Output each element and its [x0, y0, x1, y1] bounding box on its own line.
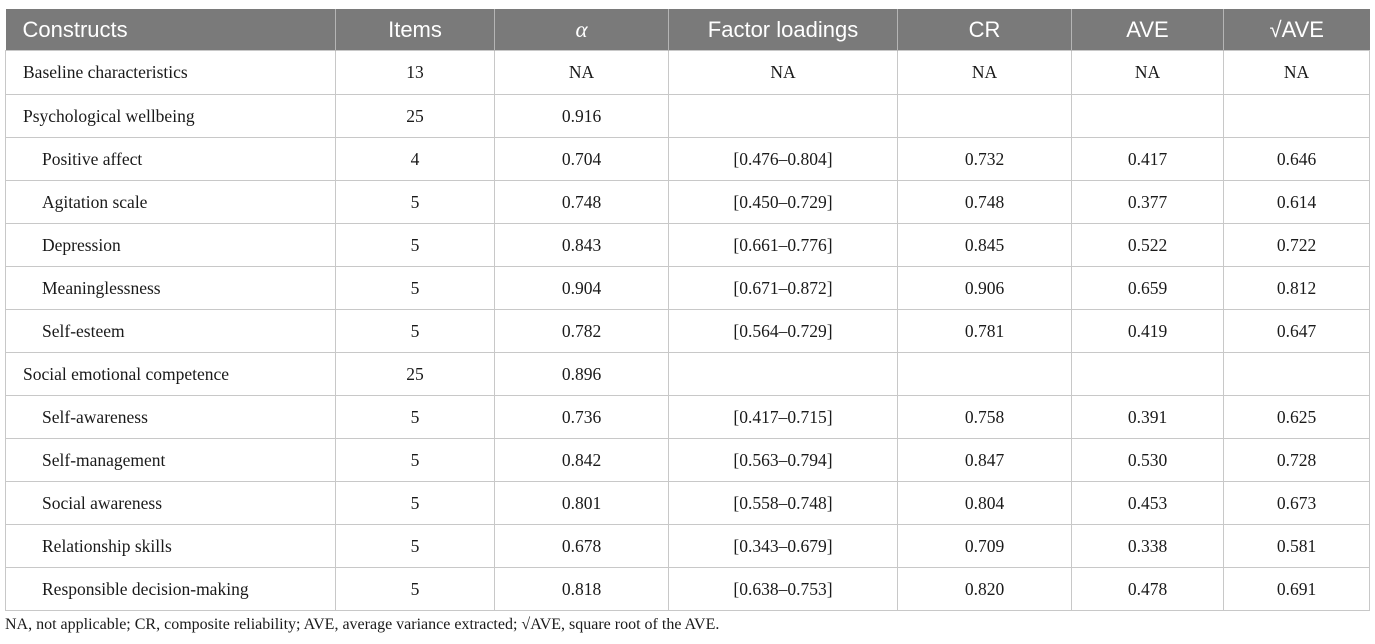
- cell-items: 25: [336, 353, 495, 396]
- cell-sqrt-ave: 0.691: [1224, 568, 1370, 611]
- cell-items: 13: [336, 51, 495, 95]
- table-row: [6, 396, 1370, 439]
- reliability-validity-table: [5, 9, 1370, 611]
- cell-factor-loadings: [669, 353, 898, 396]
- cell-construct: Baseline characteristics: [6, 51, 336, 95]
- header-ave: AVE: [1072, 9, 1224, 51]
- cell-alpha: 0.748: [495, 181, 669, 224]
- header-sqrt-ave: √AVE: [1224, 9, 1370, 51]
- cell-ave: 0.338: [1072, 525, 1224, 568]
- cell-sqrt-ave: 0.625: [1224, 396, 1370, 439]
- table-row: [6, 482, 1370, 525]
- cell-construct: Social awareness: [6, 482, 336, 525]
- table-row: [6, 267, 1370, 310]
- table-row: [6, 310, 1370, 353]
- cell-construct: Relationship skills: [6, 525, 336, 568]
- cell-construct: Social emotional competence: [6, 353, 336, 396]
- cell-cr: 0.906: [898, 267, 1072, 310]
- cell-items: 5: [336, 439, 495, 482]
- cell-ave: 0.377: [1072, 181, 1224, 224]
- cell-alpha: 0.916: [495, 95, 669, 138]
- table-footnote: NA, not applicable; CR, composite reliability; AVE, average variance extracted; √AVE, square root of the AVE.: [5, 616, 720, 633]
- cell-factor-loadings: [0.564–0.729]: [669, 310, 898, 353]
- cell-sqrt-ave: 0.646: [1224, 138, 1370, 181]
- table-row: [6, 138, 1370, 181]
- cell-alpha: 0.782: [495, 310, 669, 353]
- cell-factor-loadings: [0.417–0.715]: [669, 396, 898, 439]
- cell-cr: 0.758: [898, 396, 1072, 439]
- table-row: [6, 224, 1370, 267]
- cell-items: 5: [336, 267, 495, 310]
- cell-ave: 0.659: [1072, 267, 1224, 310]
- cell-alpha: 0.678: [495, 525, 669, 568]
- cell-cr: [898, 353, 1072, 396]
- cell-sqrt-ave: [1224, 95, 1370, 138]
- cell-items: 5: [336, 224, 495, 267]
- table-header-row: [6, 9, 1370, 51]
- cell-ave: 0.478: [1072, 568, 1224, 611]
- cell-sqrt-ave: 0.722: [1224, 224, 1370, 267]
- cell-ave: 0.417: [1072, 138, 1224, 181]
- cell-cr: 0.820: [898, 568, 1072, 611]
- cell-construct: Responsible decision-making: [6, 568, 336, 611]
- cell-construct: Depression: [6, 224, 336, 267]
- cell-alpha: 0.801: [495, 482, 669, 525]
- cell-factor-loadings: [0.661–0.776]: [669, 224, 898, 267]
- cell-cr: [898, 95, 1072, 138]
- cell-items: 5: [336, 568, 495, 611]
- table-row: [6, 568, 1370, 611]
- cell-ave: 0.419: [1072, 310, 1224, 353]
- cell-construct: Self-esteem: [6, 310, 336, 353]
- reliability-validity-table-container: [5, 9, 1369, 611]
- header-alpha: [495, 9, 669, 51]
- alpha-symbol: α: [575, 16, 588, 42]
- cell-alpha: 0.904: [495, 267, 669, 310]
- cell-construct: Psychological wellbeing: [6, 95, 336, 138]
- cell-alpha: NA: [495, 51, 669, 95]
- cell-items: 25: [336, 95, 495, 138]
- cell-sqrt-ave: 0.614: [1224, 181, 1370, 224]
- table-body: [6, 51, 1370, 611]
- cell-sqrt-ave: 0.581: [1224, 525, 1370, 568]
- cell-sqrt-ave: 0.647: [1224, 310, 1370, 353]
- cell-cr: 0.845: [898, 224, 1072, 267]
- table-row: [6, 181, 1370, 224]
- table-row: [6, 439, 1370, 482]
- cell-factor-loadings: [0.671–0.872]: [669, 267, 898, 310]
- cell-cr: 0.781: [898, 310, 1072, 353]
- cell-alpha: 0.842: [495, 439, 669, 482]
- cell-factor-loadings: [0.558–0.748]: [669, 482, 898, 525]
- cell-ave: [1072, 95, 1224, 138]
- cell-sqrt-ave: 0.812: [1224, 267, 1370, 310]
- cell-cr: 0.804: [898, 482, 1072, 525]
- header-items: Items: [336, 9, 495, 51]
- cell-items: 5: [336, 525, 495, 568]
- cell-construct: Agitation scale: [6, 181, 336, 224]
- cell-cr: NA: [898, 51, 1072, 95]
- cell-alpha: 0.896: [495, 353, 669, 396]
- header-constructs: Constructs: [6, 9, 336, 51]
- header-cr: CR: [898, 9, 1072, 51]
- cell-sqrt-ave: [1224, 353, 1370, 396]
- cell-factor-loadings: [0.476–0.804]: [669, 138, 898, 181]
- cell-construct: Self-management: [6, 439, 336, 482]
- cell-cr: 0.847: [898, 439, 1072, 482]
- table-row: [6, 95, 1370, 138]
- cell-factor-loadings: [0.563–0.794]: [669, 439, 898, 482]
- cell-items: 5: [336, 310, 495, 353]
- cell-items: 4: [336, 138, 495, 181]
- cell-cr: 0.709: [898, 525, 1072, 568]
- table-row: [6, 51, 1370, 95]
- cell-alpha: 0.818: [495, 568, 669, 611]
- cell-items: 5: [336, 482, 495, 525]
- cell-sqrt-ave: NA: [1224, 51, 1370, 95]
- cell-ave: 0.522: [1072, 224, 1224, 267]
- cell-cr: 0.748: [898, 181, 1072, 224]
- cell-factor-loadings: [669, 95, 898, 138]
- cell-cr: 0.732: [898, 138, 1072, 181]
- cell-construct: Meaninglessness: [6, 267, 336, 310]
- cell-ave: 0.453: [1072, 482, 1224, 525]
- cell-ave: NA: [1072, 51, 1224, 95]
- cell-construct: Positive affect: [6, 138, 336, 181]
- cell-factor-loadings: [0.450–0.729]: [669, 181, 898, 224]
- cell-sqrt-ave: 0.728: [1224, 439, 1370, 482]
- table-row: [6, 525, 1370, 568]
- cell-factor-loadings: [0.343–0.679]: [669, 525, 898, 568]
- cell-alpha: 0.704: [495, 138, 669, 181]
- header-factor-loadings: Factor loadings: [669, 9, 898, 51]
- cell-ave: 0.391: [1072, 396, 1224, 439]
- cell-ave: 0.530: [1072, 439, 1224, 482]
- cell-alpha: 0.736: [495, 396, 669, 439]
- cell-factor-loadings: [0.638–0.753]: [669, 568, 898, 611]
- cell-construct: Self-awareness: [6, 396, 336, 439]
- cell-items: 5: [336, 181, 495, 224]
- table-row: [6, 353, 1370, 396]
- cell-items: 5: [336, 396, 495, 439]
- cell-sqrt-ave: 0.673: [1224, 482, 1370, 525]
- cell-factor-loadings: NA: [669, 51, 898, 95]
- cell-alpha: 0.843: [495, 224, 669, 267]
- cell-ave: [1072, 353, 1224, 396]
